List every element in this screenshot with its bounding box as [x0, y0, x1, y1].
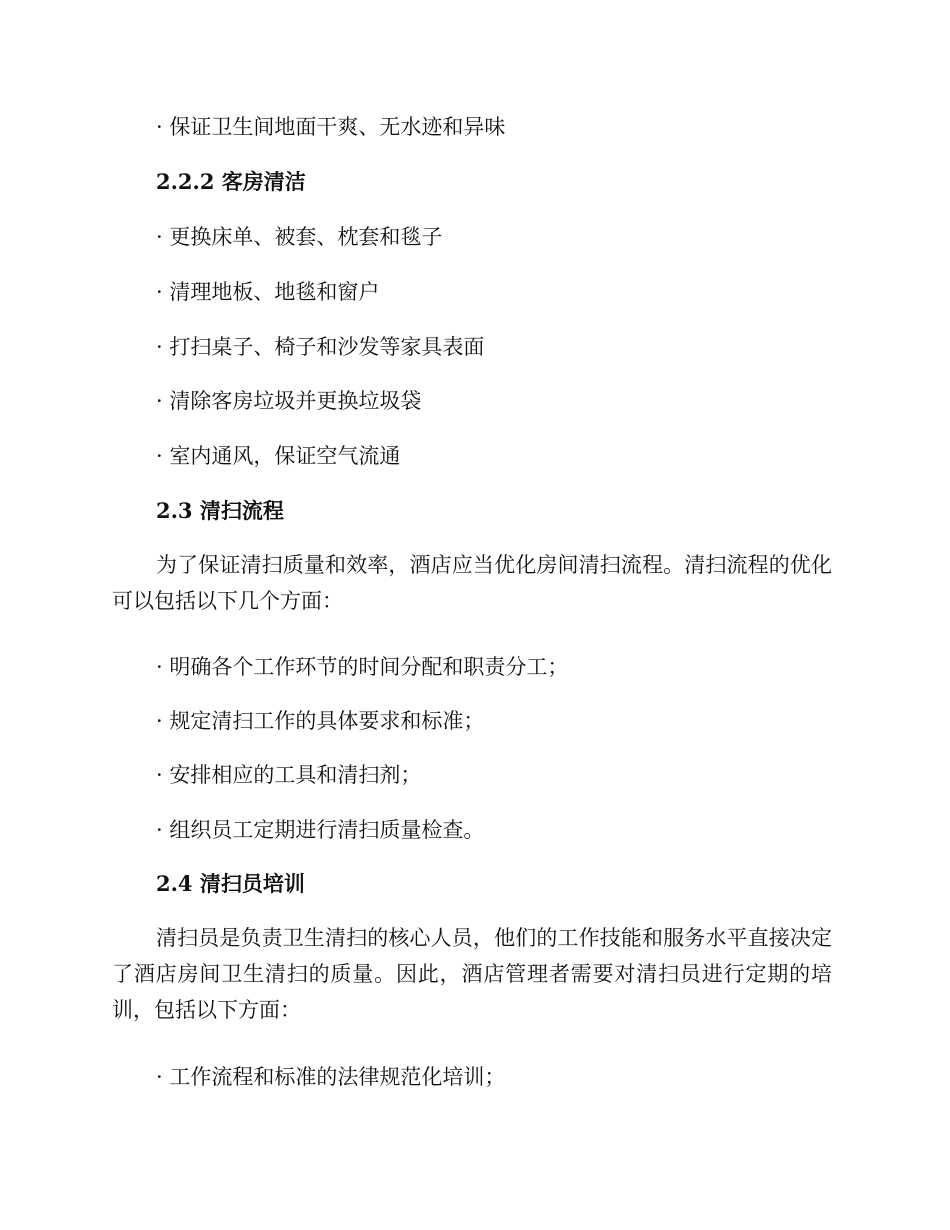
bullet-time-allocation: · 明确各个工作环节的时间分配和职责分工；	[156, 655, 569, 679]
bullet-trash: · 清除客房垃圾并更换垃圾袋	[156, 389, 422, 413]
paragraph-cleaning-process: 为了保证清扫质量和效率，酒店应当优化房间清扫流程。清扫流程的优化可以包括以下几个方面：	[112, 553, 832, 613]
heading-2-4: 2.4 清扫员培训	[156, 871, 305, 896]
bullet-furniture: · 打扫桌子、椅子和沙发等家具表面	[156, 335, 485, 359]
bullet-ventilation: · 室内通风，保证空气流通	[156, 444, 401, 468]
bullet-clean-floor: · 清理地板、地毯和窗户	[156, 280, 380, 304]
bullet-tools: · 安排相应的工具和清扫剂；	[156, 763, 422, 787]
bullet-requirements: · 规定清扫工作的具体要求和标准；	[156, 709, 485, 733]
heading-2-2-2: 2.2.2 客房清洁	[156, 169, 306, 194]
bullet-legal-training: · 工作流程和标准的法律规范化培训；	[156, 1065, 506, 1089]
bullet-quality-check: · 组织员工定期进行清扫质量检查。	[156, 818, 485, 842]
bullet-bathroom-floor: · 保证卫生间地面干爽、无水迹和异味	[156, 115, 506, 139]
paragraph-cleaner-training: 清扫员是负责卫生清扫的核心人员，他们的工作技能和服务水平直接决定了酒店房间卫生清扫的质量。因此，酒店管理者需要对清扫员进行定期的培训，包括以下方面：	[112, 926, 832, 1022]
bullet-change-bedding: · 更换床单、被套、枕套和毯子	[156, 225, 443, 249]
heading-2-3: 2.3 清扫流程	[156, 498, 284, 523]
